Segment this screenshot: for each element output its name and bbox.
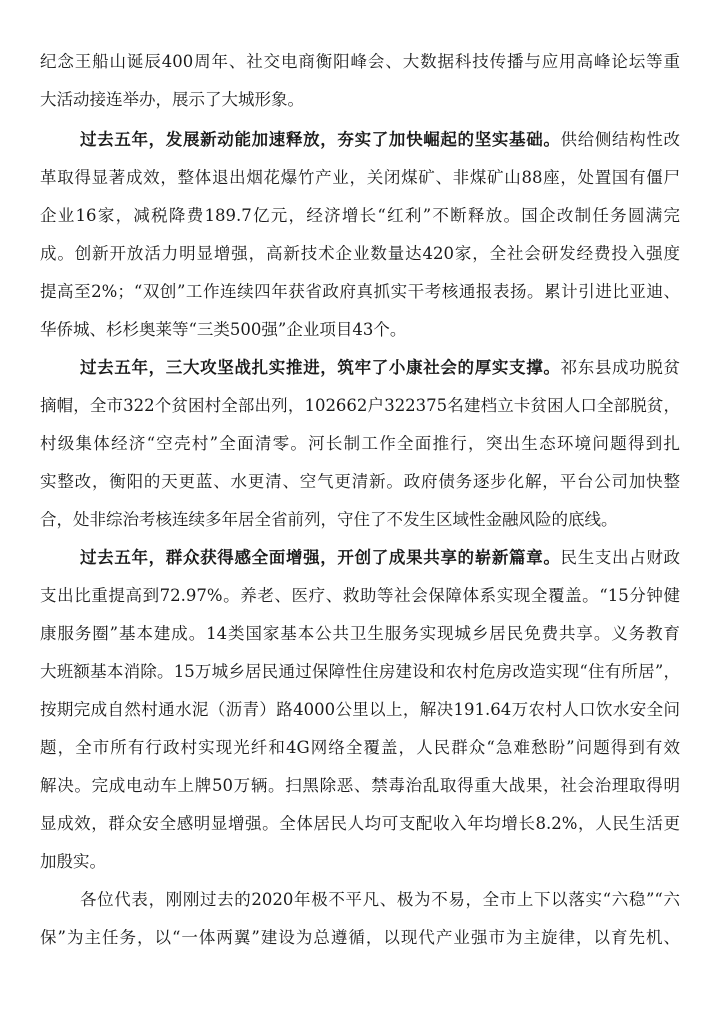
text-line: [40, 390, 680, 422]
text-run: 祁东县成功脱贫: [560, 358, 680, 377]
text-run: 提高至2%；“双创”工作连续四年获省政府真抓实干考核通报表扬。累计引进比亚迪、: [40, 282, 680, 301]
text-run: 实整改，衡阳的天更蓝、水更清、空气更清新。政府债务逐步化解，平台公司加快整: [40, 472, 680, 491]
text-line: [40, 276, 680, 308]
text-line: [80, 884, 680, 916]
text-line: [80, 542, 680, 574]
text-run: 合，处非综治考核连续多年居全省前列，守住了不发生区域性金融风险的底线。: [40, 510, 618, 529]
text-line: [40, 770, 680, 802]
text-line: [40, 504, 680, 536]
text-line: [80, 124, 680, 156]
text-run: 民生支出占财政: [560, 548, 680, 567]
text-run: 题，全市所有行政村实现光纤和4G网络全覆盖，人民群众“急难愁盼”问题得到有效: [40, 738, 680, 757]
text-run: 华侨城、杉杉奥莱等“三类500强”企业项目43个。: [40, 320, 407, 339]
text-run: 按期完成自然村通水泥（沥青）路4000公里以上，解决191.64万农村人口饮水安全问: [40, 700, 680, 719]
text-line: [40, 580, 680, 612]
text-line: [40, 922, 680, 954]
text-line: [40, 846, 680, 878]
text-run: 解决。完成电动车上牌50万辆。扫黑除恶、禁毒治乱取得重大战果，社会治理取得明: [40, 776, 680, 795]
text-run: 供给侧结构性改: [560, 130, 680, 149]
text-run: 加殷实。: [40, 852, 106, 871]
text-line: [40, 656, 680, 688]
text-line: [40, 808, 680, 840]
text-line: [40, 694, 680, 726]
text-run: 企业16家，减税降费189.7亿元，经济增长“红利”不断释放。国企改制任务圆满完: [40, 206, 680, 225]
bold-heading: 过去五年，群众获得感全面增强，开创了成果共享的崭新篇章。: [80, 548, 561, 567]
text-line: [40, 162, 680, 194]
text-line: [40, 314, 680, 346]
text-line: [40, 428, 680, 460]
text-run: 大活动接连举办，展示了大城形象。: [40, 90, 304, 109]
text-line: [40, 238, 680, 270]
text-run: 村级集体经济“空壳村”全面清零。河长制工作全面推行，突出生态环境问题得到扎: [40, 434, 680, 453]
text-line: [40, 84, 680, 116]
text-line: [40, 466, 680, 498]
text-run: 显成效，群众安全感明显增强。全体居民人均可支配收入年均增长8.2%，人民生活更: [40, 814, 680, 833]
text-run: 成。创新开放活力明显增强，高新技术企业数量达420家，全社会研发经费投入强度: [40, 244, 680, 263]
text-line: [40, 618, 680, 650]
text-run: 保”为主任务，以“一体两翼”建设为总遵循，以现代产业强市为主旋律，以育先机、: [40, 928, 680, 947]
text-line: [80, 352, 680, 384]
text-run: 大班额基本消除。15万城乡居民通过保障性住房建设和农村危房改造实现“住有所居”，: [40, 662, 680, 681]
text-run: 康服务圈”基本建成。14类国家基本公共卫生服务实现城乡居民免费共享。义务教育: [40, 624, 680, 643]
text-line: [40, 46, 680, 78]
text-run: 革取得显著成效，整体退出烟花爆竹产业，关闭煤矿、非煤矿山88座，处置国有僵尸: [40, 168, 680, 187]
text-run: 摘帽，全市322个贫困村全部出列，102662户322375名建档立卡贫困人口全部脱贫，: [40, 396, 680, 415]
text-run: 支出比重提高到72.97%。养老、医疗、救助等社会保障体系实现全覆盖。“15分钟健: [40, 586, 680, 605]
bold-heading: 过去五年，三大攻坚战扎实推进，筑牢了小康社会的厚实支撑。: [80, 358, 561, 377]
text-line: [40, 732, 680, 764]
text-line: [40, 200, 680, 232]
bold-heading: 过去五年，发展新动能加速释放，夯实了加快崛起的坚实基础。: [80, 130, 561, 149]
text-run: 各位代表，刚刚过去的2020年极不平凡、极为不易，全市上下以落实“六稳”“六: [80, 890, 680, 909]
text-run: 纪念王船山诞辰400周年、社交电商衡阳峰会、大数据科技传播与应用高峰论坛等重: [40, 52, 680, 71]
